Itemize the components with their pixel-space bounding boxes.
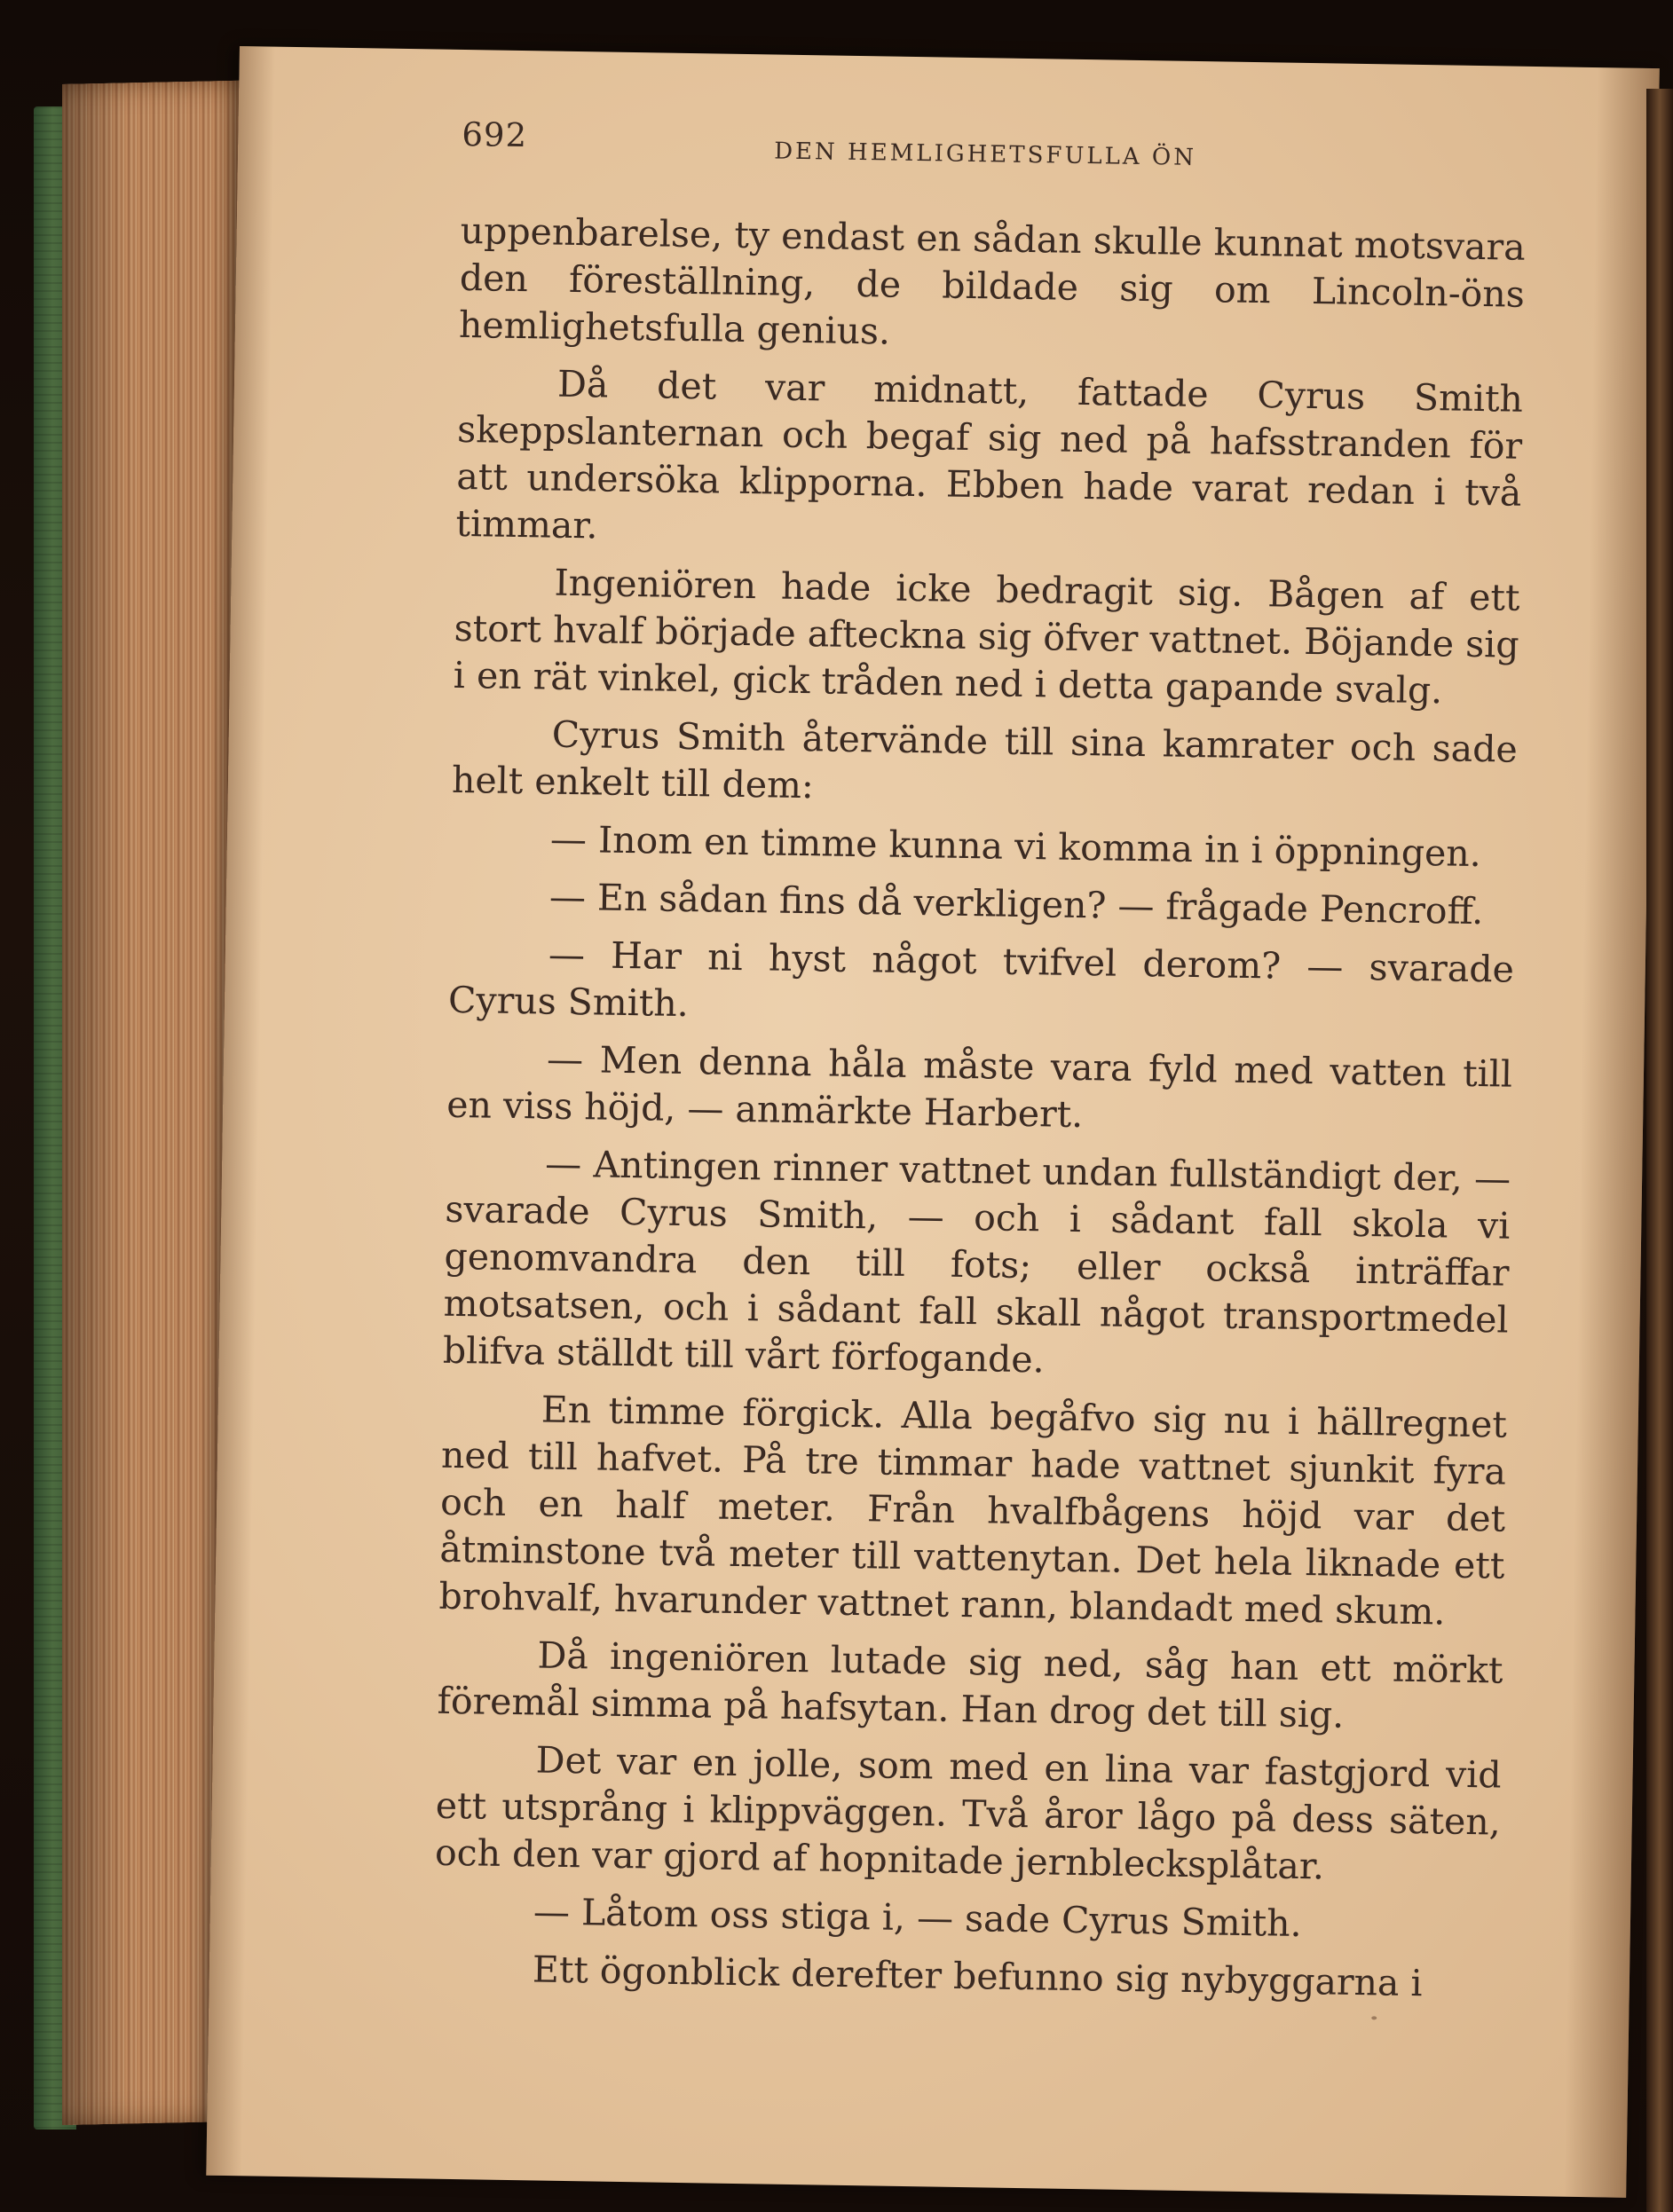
paragraph: uppenbarelse, ty endast en sådan skulle kunnat motsvara den föreställning, de bildade sig om Lincoln-öns hemlighetsfulla genius.: [458, 209, 1526, 353]
dialogue-line: — Men denna håla måste vara fyld med vatten till en viss höjd, — anmärkte Harbert.: [446, 1037, 1513, 1137]
book-title: DEN HEMLIGHETSFULLA ÖN: [773, 138, 1197, 171]
paragraph: Ingeniören hade icke bedragit sig. Bågen af ett stort hvalf började afteckna sig öfver vattnet. Böjande sig i en rät vinkel, gick tråden ned i detta gapande svalg.: [453, 561, 1520, 712]
paragraph: Då ingeniören lutade sig ned, såg han ett mörkt föremål simma på hafsytan. Han drog det till sig.: [437, 1633, 1503, 1736]
dialogue-line: — Har ni hyst något tvifvel derom? — svarade Cyrus Smith.: [447, 933, 1515, 1026]
book-page: [206, 46, 1660, 2198]
paragraph: Ett ögonblick derefter befunno sig nybyggarna i: [532, 1948, 1423, 2005]
paragraph: Det var en jolle, som med en lina var fastgjord vid ett utsprång i klippväggen. Två åror lågo på dess säten, och den var gjord af hopnitade jernblecksplåtar.: [434, 1738, 1502, 1888]
page-text-block: [433, 115, 1527, 2009]
paragraph: Cyrus Smith återvände till sina kamrater och sade helt enkelt till dem:: [451, 712, 1519, 807]
running-head: [462, 115, 1527, 194]
dialogue-line: — En sådan fins då verkligen? — frågade Pencroff.: [548, 875, 1484, 933]
paragraph: Då det var midnatt, fattade Cyrus Smith skeppslanternan och begaf sig ned på hafsstranden för att undersöka klipporna. Ebben hade varat redan i två timmar.: [455, 362, 1524, 547]
paragraph: En timme förgick. Alla begåfvo sig nu i hällregnet ned till hafvet. På tre timmar hade vattnet sjunkit fyra och en half meter. Från hvalfbågens höjd var det åtminstone två meter till vattenytan. Det hela liknade ett brohvalf, hvarunder vattnet rann, blandadt med skum.: [438, 1388, 1508, 1633]
body-text: [433, 208, 1526, 2009]
page-shadow-right: [1564, 67, 1660, 2198]
dialogue-line: — Inom en timme kunna vi komma in i öppningen.: [549, 817, 1482, 876]
paper-speck: [1371, 2016, 1377, 2019]
binding-gutter: [1646, 89, 1673, 2212]
page-number: 692: [462, 114, 528, 155]
dialogue-line: — Låtom oss stiga i, — sade Cyrus Smith.: [533, 1890, 1303, 1946]
dialogue-line: — Antingen rinner vattnet undan fullständigt der, — svarade Cyrus Smith, — och i sådant fall skola vi genomvandra den till fots; eller också inträffar motsatsen, och i sådant fall skall något transportmedel blifva ställdt till vårt förfogande.: [442, 1142, 1511, 1382]
